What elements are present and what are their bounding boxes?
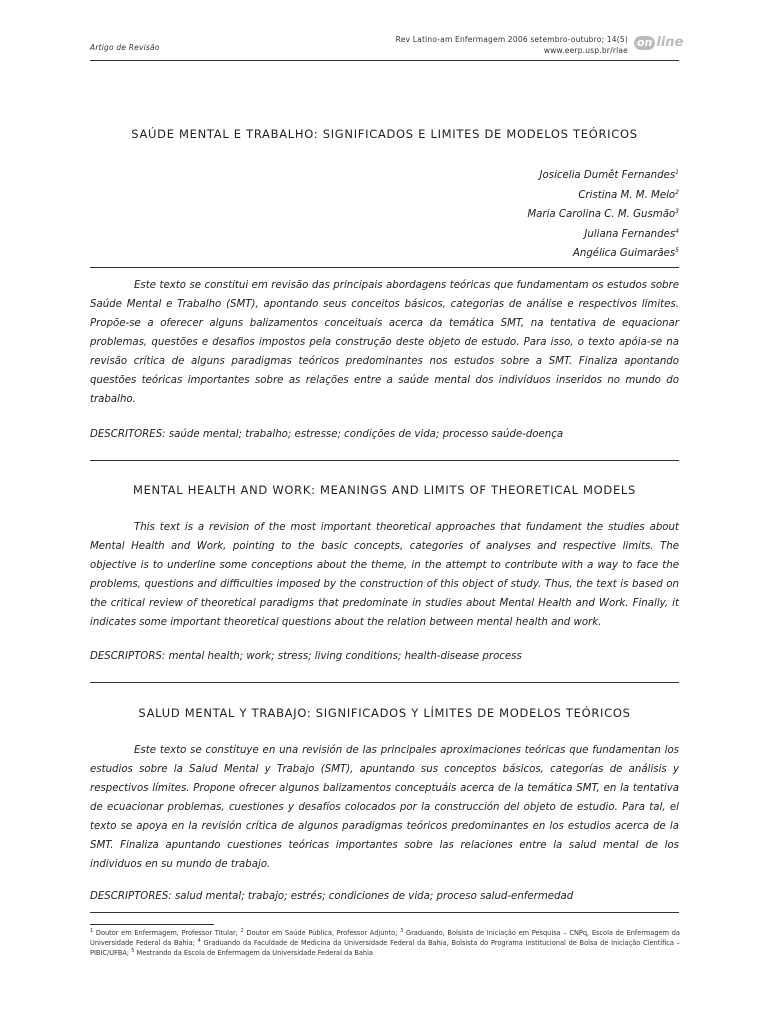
author-1: Josicelia Dumêt Fernandes$^1$ xyxy=(539,169,679,181)
abstract-es: Este texto se constituye en una revisión de las principales aproximaciones teóricas que fundamentan los estudios sobre la Salud Mental y Trabajo (SMT), apuntando sus conceptos básicos, categorías de análisis y respectivos límites. Propone ofrecer algunos balizamentos conceptuáis acerca de la temática SMT, en la tentativa de ecuacionar problemas, cuestiones y desafíos colocados por la construcción del objeto de estudio. Para tal, el texto se apoya en la revisión crítica de algunos paradigmas teóricos predominantes en los estudios acerca de la SMT. Finaliza apuntando cuestiones teóricas importantes sobre las relaciones entre la salud mental de los individuos en su mundo de trabajo. xyxy=(90,745,679,870)
descriptors-en: DESCRIPTORS: mental health; work; stress; living conditions; health-disease process xyxy=(90,651,522,662)
footnote-3: Graduando, Bolsista de Iniciação em Pesquisa – CNPq, Escola de Enfermagem da Universidade Federal da Bahia; xyxy=(90,929,680,948)
abstract-pt: Este texto se constitui em revisão das principais abordagens teóricas que fundamentam os estudos sobre Saúde Mental e Trabalho (SMT), apontando seus conceitos básicos, categorias de análise e respectivos limites. Propõe-se a oferecer alguns balizamentos conceituais acerca da temática SMT, na tentativa de equacionar problemas, questões e desafios impostos pela construção deste objeto de estudo. Para isso, o texto apóia-se na revisão crítica de alguns paradigmas teóricos predominantes nos estudos sobre a SMT. Finaliza apontando questões teóricas importantes sobre as relações entre a saúde mental dos indivíduos inseridos no mundo do trabalho. xyxy=(90,280,679,405)
footnote-4: Graduando da Faculdade de Medicina da Universidade Federal da Bahia, Bolsista do Programa Institucional de Bolsa de Iniciação Científica – PIBIC/UFBA; xyxy=(90,939,680,958)
journal-name: Rev Latino-am Enfermagem 2006 setembro-outubro; 14(5) xyxy=(395,35,628,44)
footnote-rule xyxy=(90,924,214,925)
footnote-5: Mestrando da Escola de Enfermagem da Universidade Federal da Bahia xyxy=(136,949,373,958)
rule-4 xyxy=(90,912,679,913)
footnote-2: Doutor em Saúde Pública, Professor Adjunto; xyxy=(246,929,398,937)
rule-1 xyxy=(90,267,679,268)
journal-citation xyxy=(396,34,628,56)
online-logo: on line xyxy=(634,35,683,50)
author-2: Cristina M. M. Melo$^2$ xyxy=(578,188,679,201)
rule-3 xyxy=(90,682,679,683)
author-3: Maria Carolina C. M. Gusmão$^3$ xyxy=(527,208,679,220)
footnotes: $^1$ Doutor em Enfermagem, Professor Titular; $^2$ Doutor em Saúde Pública, Professor Adjunto; $^3$ Graduando, Bolsista de Iniciação em Pesquisa – CNPq, Escola de Enfermagem da Universidade Federal da Bahia; $^4$ Graduando da Faculdade de Medicina da Universidade Federal da Bahia, Bolsista do Programa Institucional de Bolsa de Iniciação Científica – PIBIC/UFBA; $^5$ Mestrando da Escola de Enfermagem da Universidade Federal da Bahia xyxy=(90,928,680,958)
title-en: MENTAL HEALTH AND WORK: MEANINGS AND LIMITS OF THEORETICAL MODELS xyxy=(132,483,637,497)
title-pt: SAÚDE MENTAL E TRABALHO: SIGNIFICADOS E LIMITES DE MODELOS TEÓRICOS xyxy=(131,127,638,141)
author-4: Juliana Fernandes$^4$ xyxy=(584,227,679,240)
section-label: Artigo de Revisão xyxy=(90,43,160,52)
descriptors-es: DESCRIPTORES: salud mental; trabajo; estrés; condiciones de vida; proceso salud-enfermedad xyxy=(90,891,574,902)
journal-url[interactable]: www.eerp.usp.br/rlae xyxy=(543,46,628,55)
title-es: SALUD MENTAL Y TRABAJO: SIGNIFICADOS Y LÍMITES DE MODELOS TEÓRICOS xyxy=(138,706,631,720)
footnote-1: Doutor em Enfermagem, Professor Titular; xyxy=(95,929,238,937)
header-rule xyxy=(90,60,679,61)
rule-2 xyxy=(90,460,679,461)
author-5: Angélica Guimarães$^5$ xyxy=(572,247,679,259)
descriptors-pt: DESCRITORES: saúde mental; trabalho; estresse; condições de vida; processo saúde-doença xyxy=(90,429,564,440)
abstract-en: This text is a revision of the most important theoretical approaches that fundament the studies about Mental Health and Work, pointing to the basic concepts, categories of analyses and respective limits. The objective is to underline some conceptions about the theme, in the attempt to contribute with a way to face the problems, questions and difficulties imposed by the construction of this object of study. Thus, the text is based on the critical review of theoretical paradigms that predominate in studies about Mental Health and Work. Finally, it indicates some important theoretical questions about the relation between mental health and work. xyxy=(90,522,679,628)
authors-list xyxy=(527,166,679,264)
